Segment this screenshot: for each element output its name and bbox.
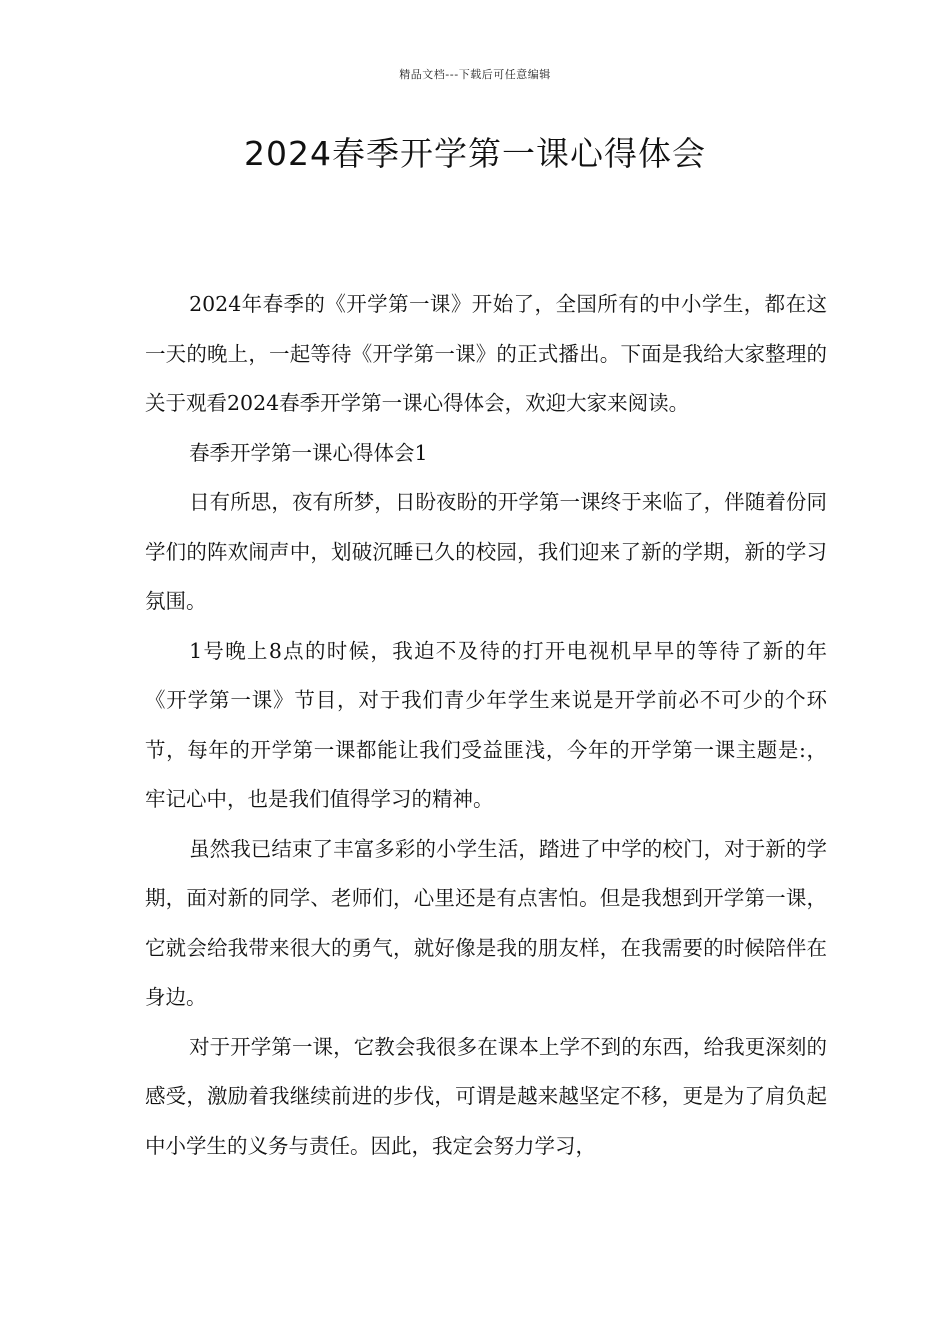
body-paragraph: 1号晚上8点的时候，我迫不及待的打开电视机早早的等待了新的年《开学第一课》节目，对于我们青少年学生来说是开学前必不可少的个环节，每年的开学第一课都能让我们受益匪浅，今年的开学第一课主题是:，牢记心中，也是我们值得学习的精神。 [145, 638, 827, 811]
page-header: 精品文档---下载后可任意编辑 [399, 68, 551, 81]
section-heading: 春季开学第一课心得体会1 [189, 440, 428, 465]
document-body [145, 280, 827, 1171]
document-title: 2024春季开学第一课心得体会 [244, 134, 706, 173]
body-paragraph: 日有所思，夜有所梦，日盼夜盼的开学第一课终于来临了，伴随着份同学们的阵欢闹声中，划破沉睡已久的校园，我们迎来了新的学期，新的学习氛围。 [145, 490, 827, 613]
body-paragraph: 对于开学第一课，它教会我很多在课本上学不到的东西，给我更深刻的感受，激励着我继续前进的步伐，可谓是越来越坚定不移，更是为了肩负起中小学生的义务与责任。因此，我定会努力学习， [145, 1034, 827, 1158]
intro-paragraph: 2024年春季的《开学第一课》开始了，全国所有的中小学生，都在这一天的晚上，一起等待《开学第一课》的正式播出。下面是我给大家整理的关于观看2024春季开学第一课心得体会，欢迎大家来阅读。 [145, 292, 827, 415]
body-paragraph: 虽然我已结束了丰富多彩的小学生活，踏进了中学的校门，对于新的学期，面对新的同学、老师们，心里还是有点害怕。但是我想到开学第一课，它就会给我带来很大的勇气，就好像是我的朋友样，在我需要的时候陪伴在身边。 [145, 836, 827, 1009]
